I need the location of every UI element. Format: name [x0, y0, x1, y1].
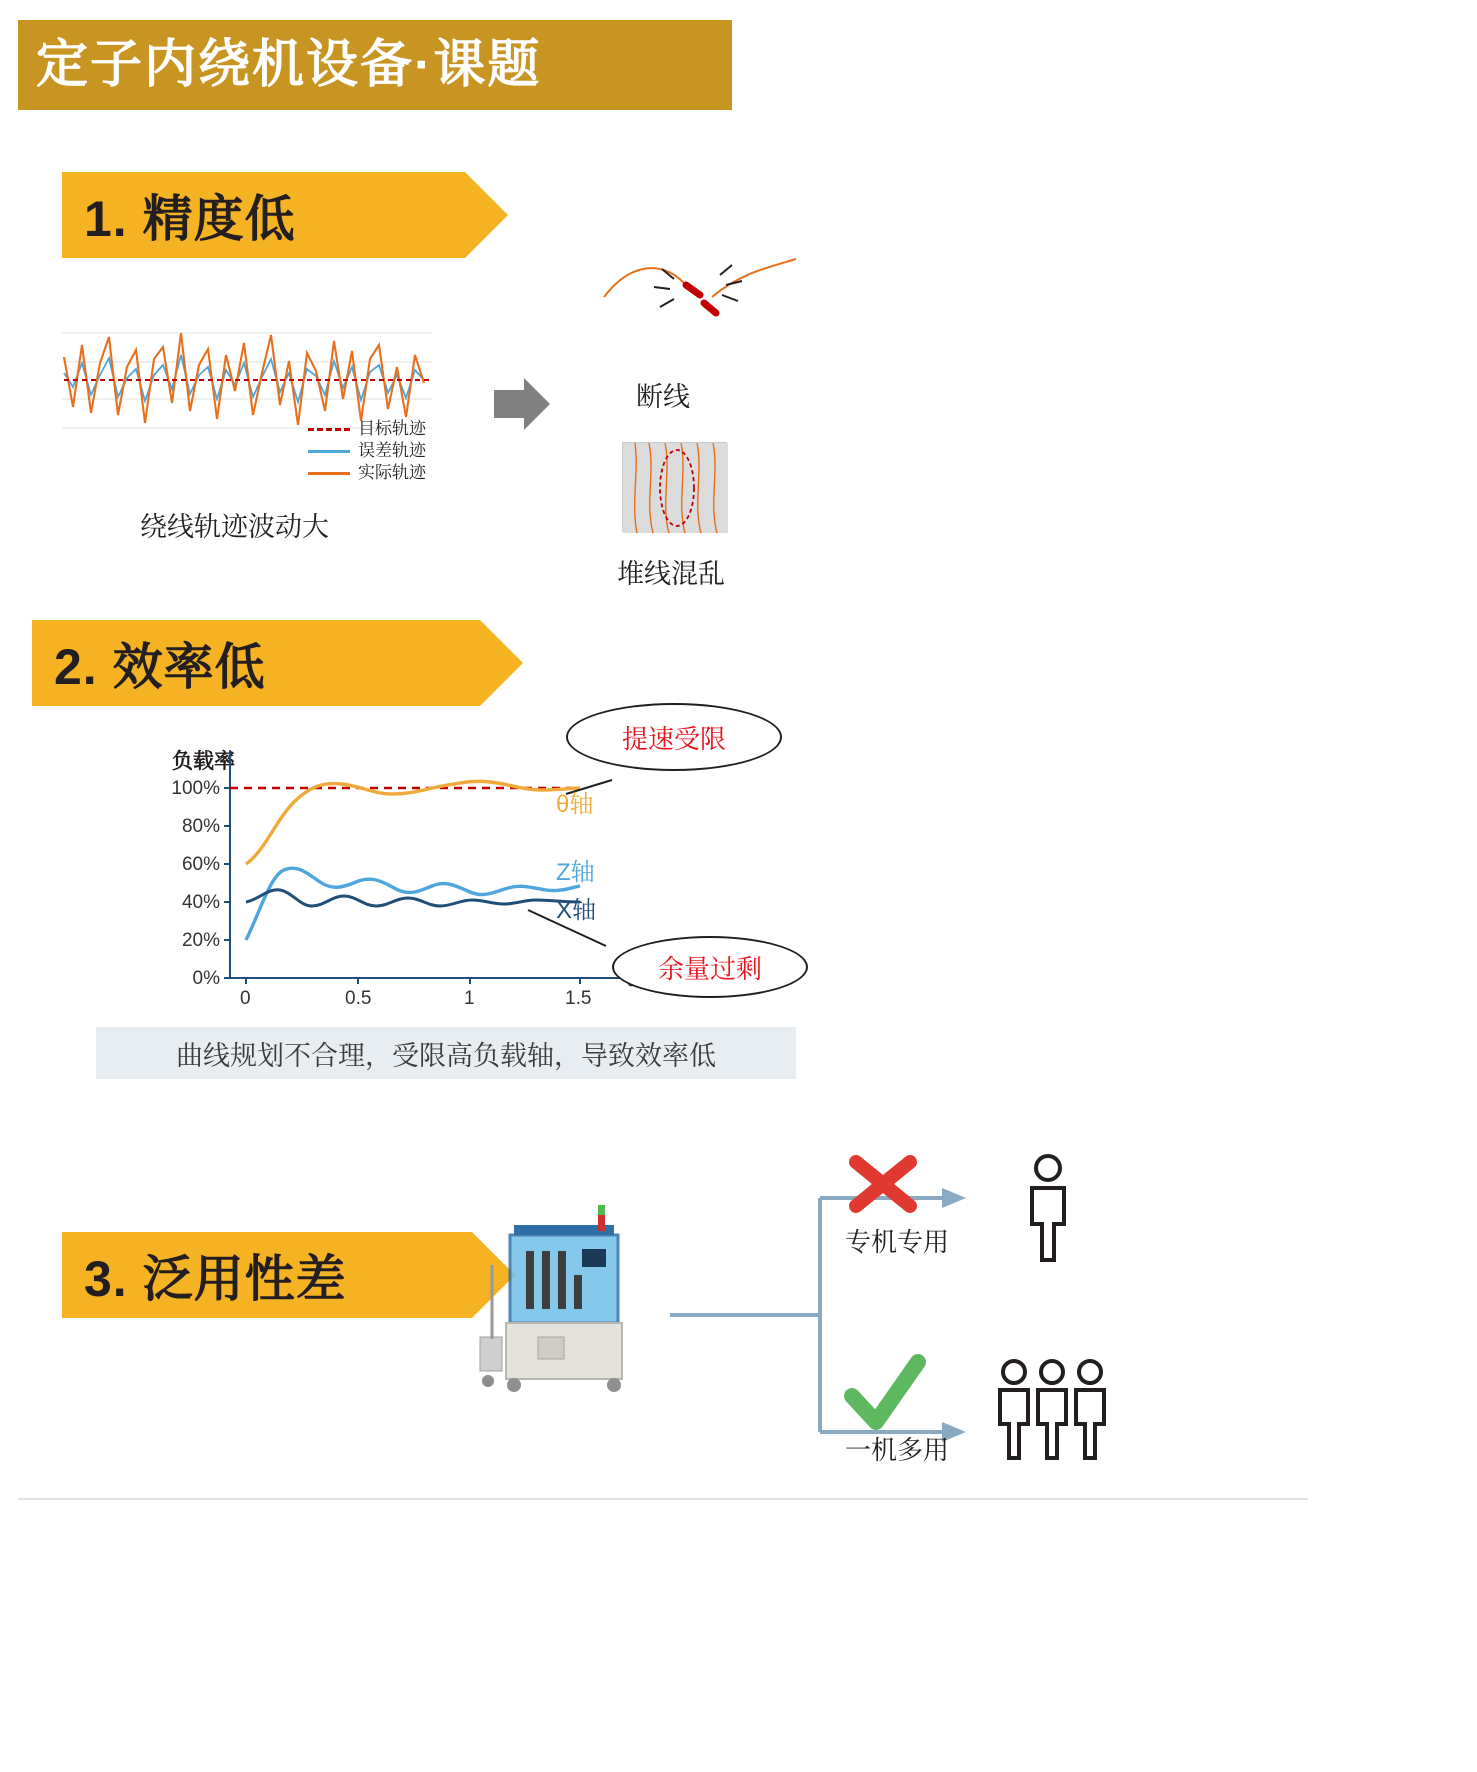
page-title-banner: [18, 20, 732, 110]
callout-excess-margin: [612, 936, 808, 998]
right-arrow-icon: [490, 372, 554, 436]
bottom-divider: [18, 1498, 1308, 1500]
legend-swatch-target: [308, 428, 350, 431]
load-chart-ytick-0: 0%: [192, 968, 220, 989]
section2-note: [96, 1027, 796, 1079]
check-icon: [852, 1362, 918, 1422]
section-tag-3-label: 3. 泛用性差: [84, 1251, 347, 1307]
legend-item-actual: [308, 462, 498, 484]
load-chart-ytick-20: 20%: [181, 930, 220, 951]
load-chart-series-label-x: X轴: [556, 897, 597, 924]
winding-machine-photo: [470, 1205, 660, 1405]
legend-item-target: [308, 418, 498, 440]
load-chart-ytick-60: 60%: [181, 854, 220, 875]
arrow-head-shape: [480, 620, 523, 706]
section1-caption: 绕线轨迹波动大: [140, 512, 329, 542]
section-tag-2: [32, 620, 480, 706]
arrow-head-shape: [465, 172, 508, 258]
legend-swatch-actual: [308, 472, 350, 475]
messy-winding-illustration: [622, 442, 727, 532]
section-tag-2-label: 2. 效率低: [54, 639, 266, 695]
legend-label-error: 误差轨迹: [358, 440, 426, 460]
legend-item-error: [308, 440, 498, 462]
branch-label-dedicated: 专机专用: [845, 1227, 950, 1257]
person-group-icon: [1000, 1361, 1104, 1458]
section2-note-text: 曲线规划不合理，受限高负载轴，导致效率低: [176, 1040, 716, 1071]
section-tag-1-label: 1. 精度低: [84, 191, 296, 247]
callout-speed-limited-label: 提速受限: [621, 723, 726, 754]
page-title: 定子内绕机设备·课题: [36, 36, 542, 94]
legend-label-actual: 实际轨迹: [358, 462, 426, 482]
legend-label-target: 目标轨迹: [358, 418, 426, 438]
branch-label-multipurpose: 一机多用: [845, 1435, 950, 1465]
load-chart-series-label-z: Z轴: [556, 859, 595, 886]
section1-result-label-break: 断线: [636, 382, 690, 412]
load-chart-xtick-05: 0.5: [345, 988, 372, 1009]
person-single-icon: [1032, 1156, 1064, 1260]
load-chart-xtick-0: 0: [240, 988, 251, 1009]
load-chart-xtick-15: 1.5: [565, 988, 592, 1009]
load-chart-ylabel: 负载率: [172, 750, 235, 773]
callout-excess-margin-label: 余量过剩: [657, 953, 762, 984]
section-tag-1: [62, 172, 465, 258]
callout-speed-limited: [566, 703, 782, 771]
load-chart-ytick-80: 80%: [181, 816, 220, 837]
section-tag-3: [62, 1232, 472, 1318]
trajectory-chart-legend: [308, 418, 498, 484]
load-chart-ytick-40: 40%: [181, 892, 220, 913]
broken-wire-illustration: [600, 255, 800, 370]
section1-result-label-pile: 堆线混乱: [617, 559, 725, 589]
load-chart-series-label-theta: θ轴: [556, 791, 594, 818]
load-chart-ytick-100: 100%: [171, 778, 220, 799]
legend-swatch-error: [308, 450, 350, 453]
load-chart-xtick-1: 1: [464, 988, 475, 1009]
